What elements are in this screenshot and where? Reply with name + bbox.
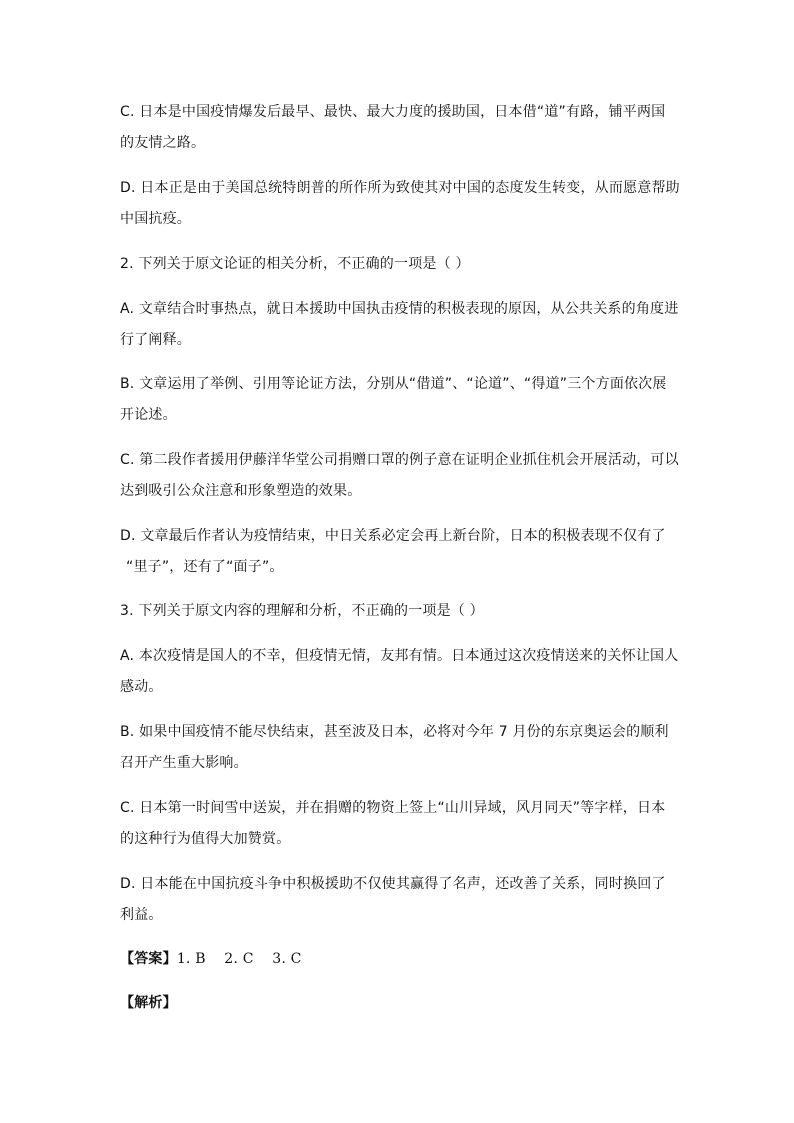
analysis-label: 【解析】 <box>120 995 177 1011</box>
q2-option-d-line2: “里子”，还有了“面子”。 <box>126 559 284 575</box>
q3-option-a-line2: 感动。 <box>120 679 163 695</box>
answer-items: 1. B 2. C 3. C <box>176 951 302 967</box>
q2-stem: 2. 下列关于原文论证的相关分析，不正确的一项是（ ） <box>120 256 470 272</box>
q3-option-b-line1: B. 如果中国疫情不能尽快结束，甚至波及日本，必将对今年 7 月份的东京奥运会的顺利 <box>120 724 669 740</box>
answer-row <box>120 949 680 969</box>
q1-option-d-line2: 中国抗疫。 <box>120 211 191 227</box>
q3-stem: 3. 下列关于原文内容的理解和分析，不正确的一项是（ ） <box>120 603 484 619</box>
q2-option-a-line2: 行了阐释。 <box>120 332 191 348</box>
answer-label: 【答案】 <box>120 951 177 967</box>
q3-option-c-line2: 的这种行为值得大加赞赏。 <box>120 831 291 847</box>
q2-option-d-line1: D. 文章最后作者认为疫情结束，中日关系必定会再上新台阶，日本的积极表现不仅有了 <box>120 528 666 544</box>
q3-option-a-line1: A. 本次疫情是国人的不幸，但疫情无情，友邦有情。日本通过这次疫情送来的关怀让国人 <box>120 648 679 664</box>
q2-option-a-line1: A. 文章结合时事热点，就日本援助中国执击疫情的积极表现的原因，从公共关系的角度进 <box>120 301 679 317</box>
q1-option-d-line1: D. 日本正是由于美国总统特朗普的所作所为致使其对中国的态度发生转变，从而愿意帮助 <box>120 180 680 196</box>
q3-option-d-line1: D. 日本能在中国抗疫斗争中积极援助不仅使其赢得了名声，还改善了关系，同时换回了 <box>120 876 666 892</box>
q1-option-c-line2: 的友情之路。 <box>120 135 206 151</box>
q1-option-c-line1: C. 日本是中国疫情爆发后最早、最快、最大力度的援助国，日本借“道”有路，铺平两国 <box>120 104 666 120</box>
q2-option-c-line2: 达到吸引公众注意和形象塑造的效果。 <box>120 483 362 499</box>
q2-option-c-line1: C. 第二段作者援用伊藤洋华堂公司捐赠口罩的例子意在证明企业抓住机会开展活动，可以 <box>120 452 679 468</box>
q3-option-b-line2: 召开产生重大影响。 <box>120 755 248 771</box>
q3-option-c-line1: C. 日本第一时间雪中送炭，并在捐赠的物资上签上“山川异域，风月同天”等字样，日本 <box>120 800 666 816</box>
q3-option-d-line2: 利益。 <box>120 907 163 923</box>
q2-option-b-line1: B. 文章运用了举例、引用等论证方法，分别从“借道”、“论道”、“得道”三个方面依次展 <box>120 376 667 392</box>
q2-option-b-line2: 开论述。 <box>120 407 177 423</box>
